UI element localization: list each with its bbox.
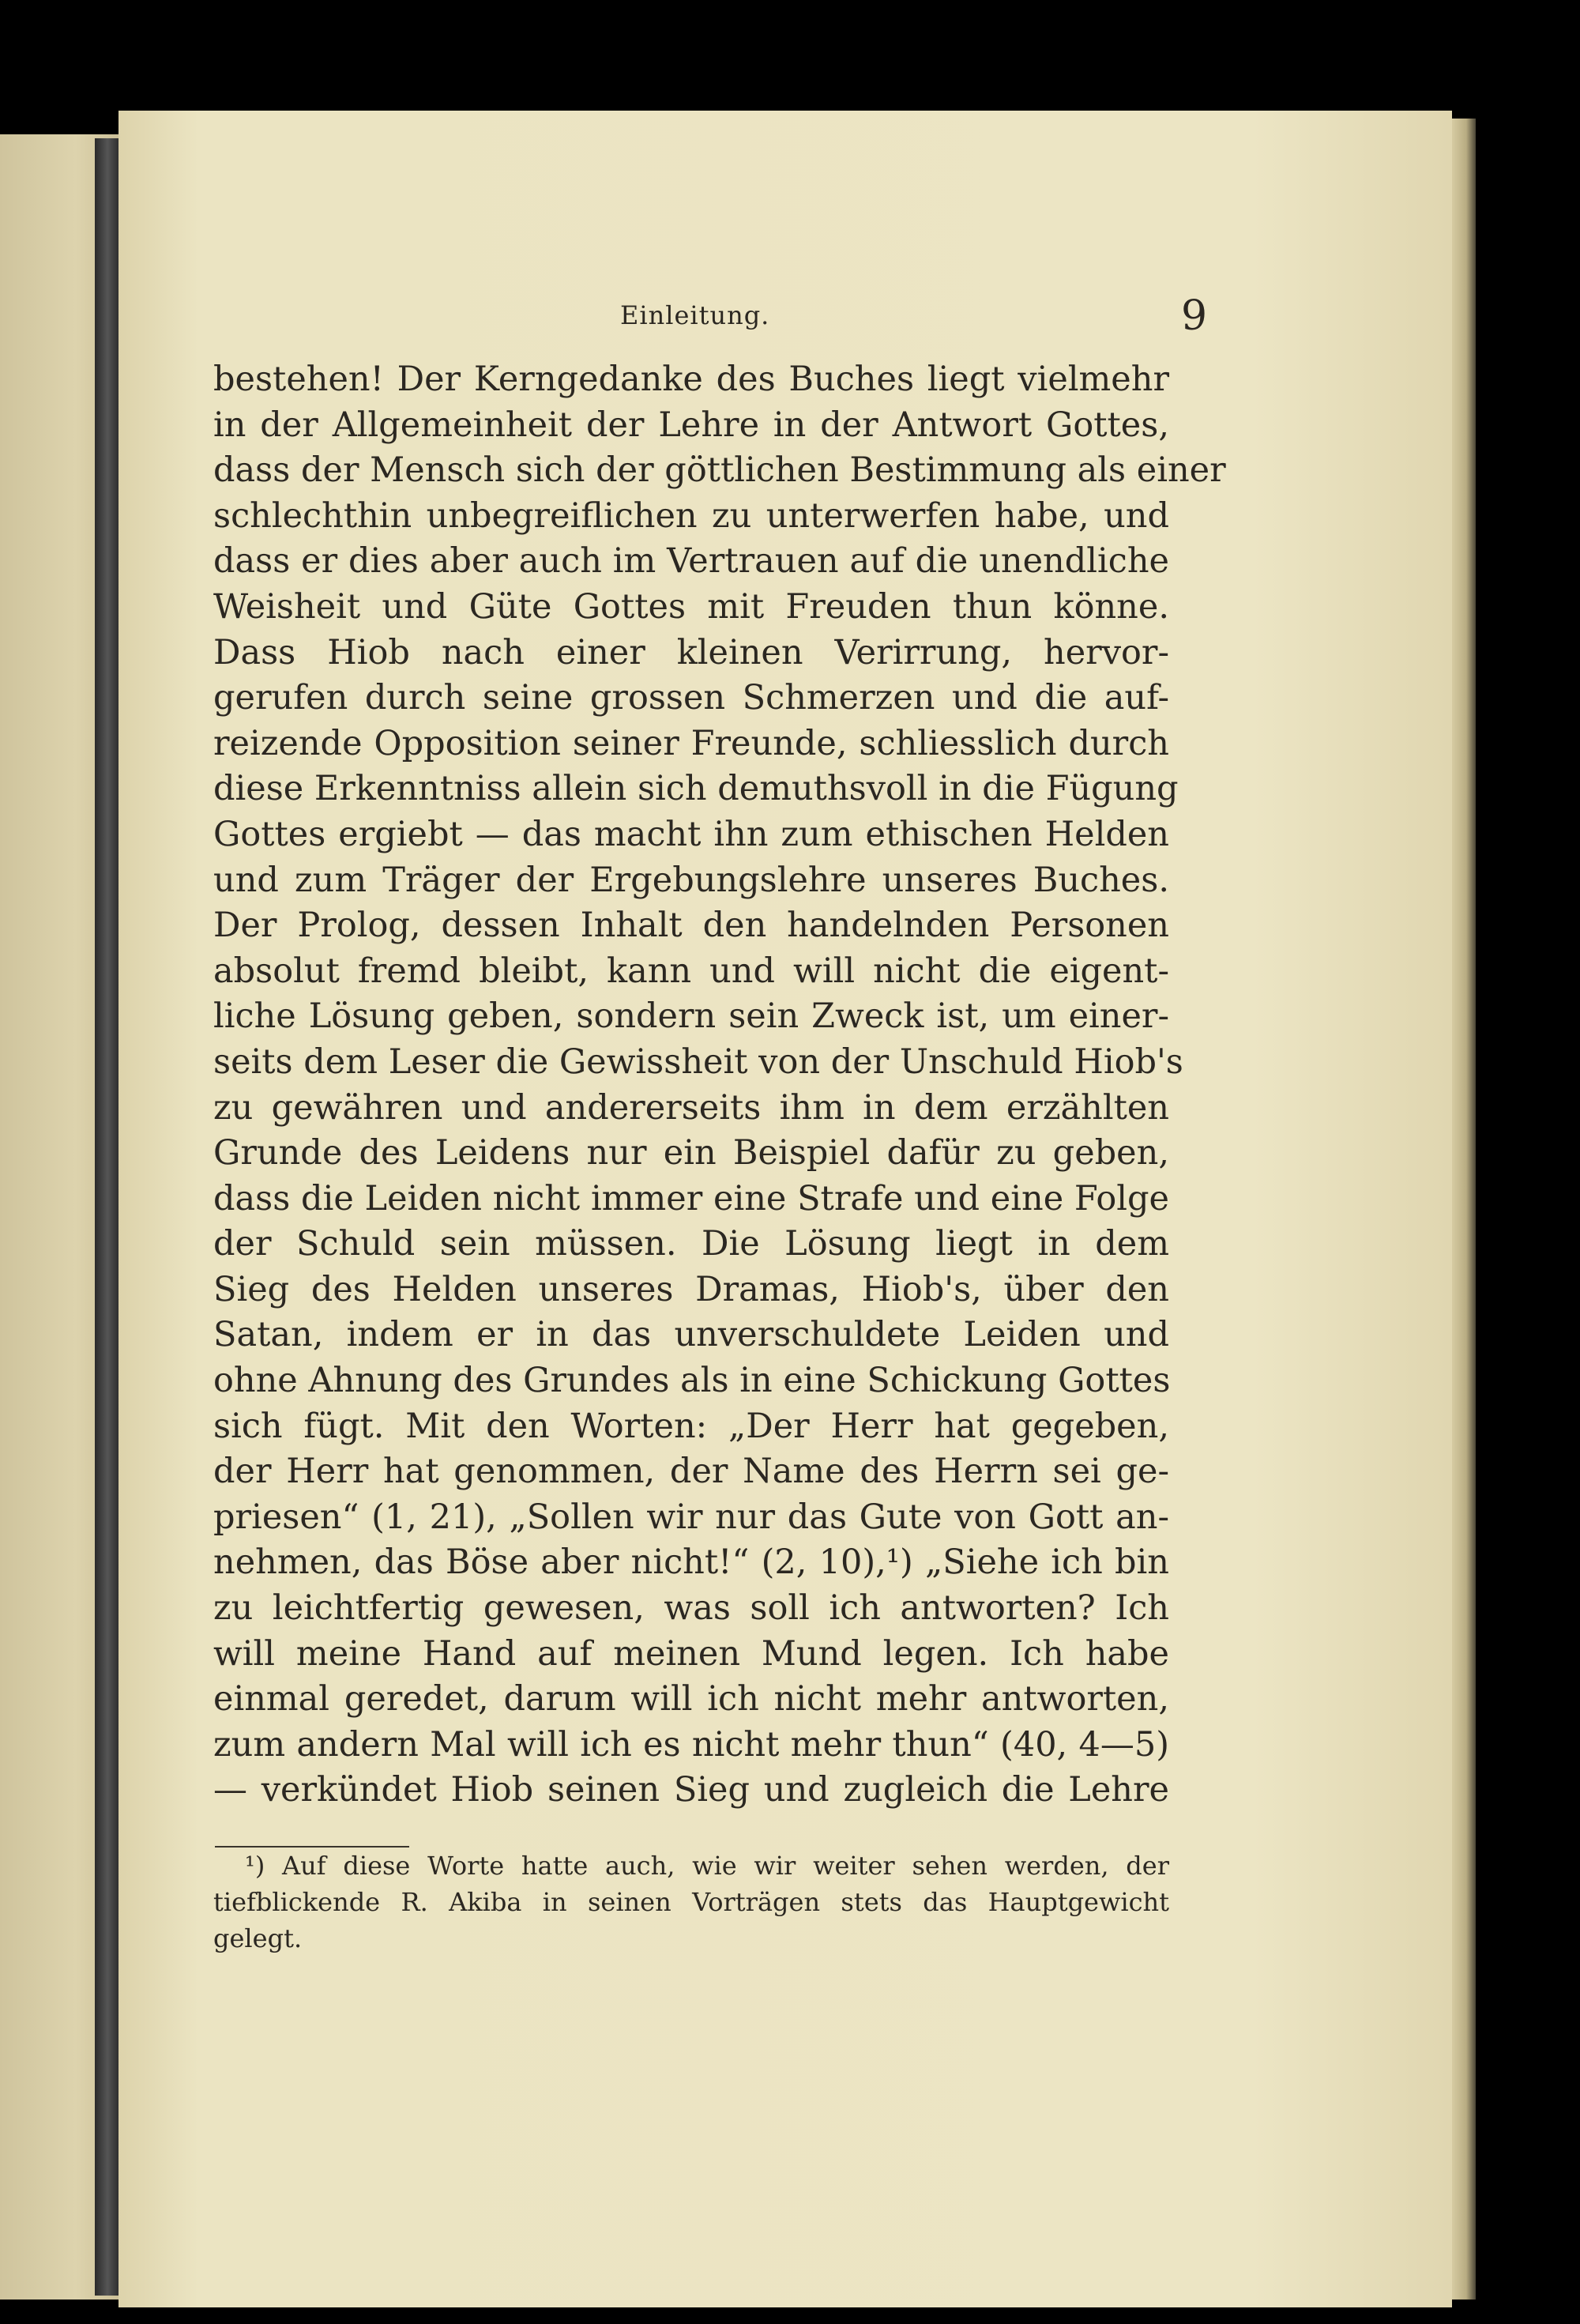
text-line: Weisheit und Güte Gottes mit Freuden thun könne. (213, 586, 1169, 627)
text-line: seits dem Leser die Gewissheit von der Unschuld Hiob's (213, 1041, 1183, 1082)
text-line: gerufen durch seine grossen Schmerzen und die auf- (213, 678, 1169, 718)
text-line: Grunde des Leidens nur ein Beispiel dafür zu geben, (213, 1133, 1169, 1173)
footnote-line: gelegt. (213, 1923, 303, 1953)
running-head (118, 292, 1454, 340)
text-line: priesen“ (1, 21), „Sollen wir nur das Gute von Gott an- (213, 1497, 1169, 1537)
text-line: schlechthin unbegreiflichen zu unterwerfen habe, und (213, 495, 1169, 536)
text-line: der Schuld sein müssen. Die Lösung liegt in dem (213, 1224, 1169, 1264)
text-line: reizende Opposition seiner Freunde, schliesslich durch (213, 723, 1169, 763)
footnote (213, 1848, 1169, 1957)
page-number: 9 (1181, 292, 1208, 340)
book-gutter (95, 138, 120, 2296)
text-line: sich fügt. Mit den Worten: „Der Herr hat gegeben, (213, 1406, 1169, 1446)
text-line: zu leichtfertig gewesen, was soll ich antworten? Ich (213, 1588, 1169, 1629)
text-line: ohne Ahnung des Grundes als in eine Schickung Gottes (213, 1361, 1171, 1401)
page-stack-edge (1452, 119, 1476, 2300)
body-text (213, 357, 1226, 1814)
text-line: dass die Leiden nicht immer eine Strafe und eine Folge (213, 1178, 1169, 1218)
footnote-line: ¹) Auf diese Worte hatte auch, wie wir weiter sehen werden, der (245, 1851, 1169, 1881)
text-line: zu gewähren und andererseits ihm in dem erzählten (213, 1087, 1169, 1128)
running-title: Einleitung. (620, 300, 770, 330)
text-line: und zum Träger der Ergebungslehre unseres Buches. (213, 860, 1169, 900)
text-line: einmal geredet, darum will ich nicht mehr antworten, (213, 1679, 1169, 1719)
text-line: dass der Mensch sich der göttlichen Bestimmung als einer (213, 450, 1226, 491)
text-line: Gottes ergiebt — das macht ihn zum ethischen Helden (213, 814, 1169, 854)
text-line: der Herr hat genommen, der Name des Herrn sei ge- (213, 1452, 1169, 1492)
text-line: bestehen! Der Kerngedanke des Buches liegt vielmehr (213, 360, 1169, 399)
text-line: Sieg des Helden unseres Dramas, Hiob's, über den (213, 1269, 1169, 1309)
text-line: liche Lösung geben, sondern sein Zweck ist, um einer- (213, 996, 1169, 1037)
text-line: — verkündet Hiob seinen Sieg und zugleich die Lehre (213, 1770, 1169, 1810)
text-line: Der Prolog, dessen Inhalt den handelnden Personen (213, 906, 1169, 946)
text-line: in der Allgemeinheit der Lehre in der Antwort Gottes, (213, 405, 1169, 445)
text-line: Dass Hiob nach einer kleinen Verirrung, hervor- (213, 632, 1169, 672)
text-line: absolut fremd bleibt, kann und will nicht die eigent- (213, 951, 1169, 991)
text-line: diese Erkenntniss allein sich demuthsvoll in die Fügung (213, 769, 1179, 809)
text-line: dass er dies aber auch im Vertrauen auf die unendliche (213, 541, 1169, 582)
text-line: will meine Hand auf meinen Mund legen. Ich habe (213, 1633, 1169, 1674)
text-line: zum andern Mal will ich es nicht mehr thun“ (40, 4—5) (213, 1724, 1169, 1765)
text-line: nehmen, das Böse aber nicht!“ (2, 10),¹) „Siehe ich bin (213, 1542, 1169, 1583)
footnote-line: tiefblickende R. Akiba in seinen Vorträgen stets das Hauptgewicht (213, 1887, 1169, 1917)
text-line: Satan, indem er in das unverschuldete Leiden und (213, 1315, 1169, 1355)
